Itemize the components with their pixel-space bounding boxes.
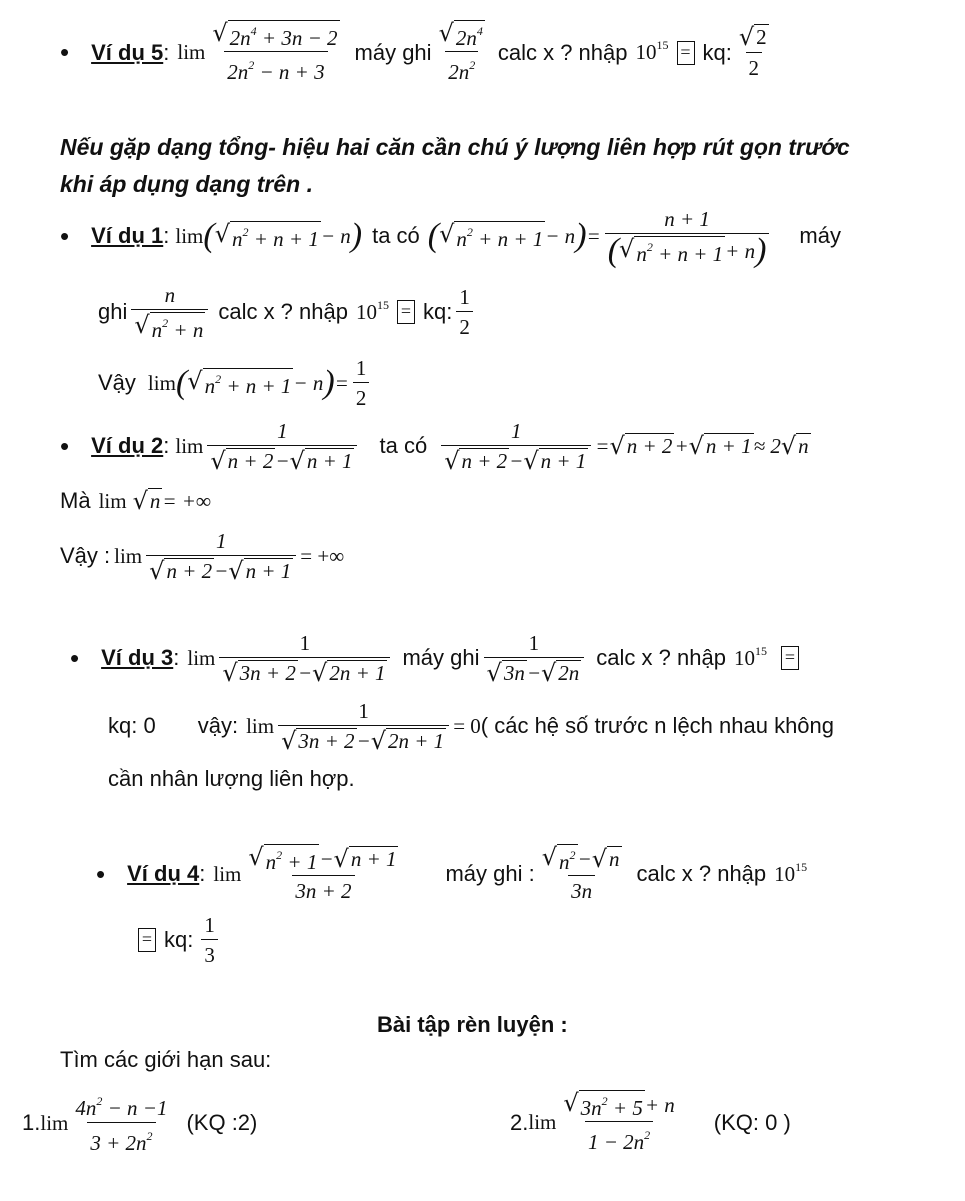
heading-line-2: khi áp dụng dạng trên . [60, 171, 313, 197]
fraction: $\frac{4n^2 - n -1}{3 + 2n^2}$ [75, 1094, 168, 1155]
equals-key-icon: = [781, 646, 799, 670]
example-4-line-2 [132, 912, 222, 968]
exercise-number: 2. [510, 1109, 529, 1135]
lim: lim [175, 223, 204, 248]
expression: ( √ $n^2 + n + 1$ − n ) = [427, 217, 601, 254]
example-3: • Ví dụ 3 : lim 1 √ 3n + 2 − √ 2n + 1 máy ghi 1 √ 3n − √ 2n calc x ? nhập $10^{15}$ = [70, 630, 807, 686]
fraction: 1 √ n + 2 − √ n + 1 [441, 418, 591, 474]
expression: ( √ $n^2 + n + 1$ − n ) = [175, 364, 349, 401]
equals-key-icon: = [138, 928, 156, 952]
bullet: • [60, 37, 70, 67]
may-ghi: máy ghi : [445, 861, 535, 886]
example-1: • Ví dụ 1 : lim ( √ $n^2 + n + 1$ − n ) ta có ( √ $n^2 + n + 1$ − n ) = n + 1 ( √ $n^2 + n + 1$ + n ) máy [60, 207, 841, 269]
may-ghi: máy ghi [354, 39, 432, 65]
fraction: √ $2n^4 + 3n - 2$ $2n^2 - n + 3$ [212, 19, 338, 84]
calc-text: calc x ? nhập [497, 39, 628, 65]
fraction: n + 1 ( √ $n^2 + n + 1$ + n ) [605, 206, 770, 266]
example-4: • Ví dụ 4 : lim √ $n^2 + 1$ − √ n + 1 3n + 2 máy ghi : √ $n^2$ − √ n 3n calc x ? nhập $10^{15}$ [96, 843, 808, 903]
result-label: kq: [702, 39, 732, 65]
example-1-conclusion [98, 355, 373, 411]
equals-key-icon: = [677, 41, 695, 65]
expression: = √ n + 2 + √ n + 1 ≈ 2 √ n [595, 432, 809, 460]
lim: lim [246, 713, 275, 738]
example-label: Ví dụ 4 [127, 861, 200, 886]
expression: √ n = +∞ [132, 487, 211, 515]
fraction: 1 √ 3n + 2 − √ 2n + 1 [278, 698, 449, 754]
fraction: √ $2n^4$ $2n^2$ [438, 19, 483, 84]
example-label: Ví dụ 3 [101, 645, 174, 670]
vay: Vậy : [60, 543, 111, 568]
ten-power: $10^{15}$ [774, 859, 808, 886]
ten-power: $10^{15}$ [355, 297, 389, 324]
result: $\frac{1}{3}$ [201, 912, 218, 968]
example-label: Ví dụ 5 [91, 39, 164, 65]
lim: lim [528, 1110, 557, 1134]
calc-text: calc x ? nhập [218, 299, 348, 324]
exercise-intro: Tìm các giới hạn sau: [60, 1047, 272, 1072]
bullet: • [96, 858, 106, 889]
ghi: ghi [98, 299, 128, 324]
ma: Mà [60, 488, 91, 513]
ta-co: ta có [372, 223, 420, 248]
example-1-line-2 [98, 282, 477, 342]
example-2-conclusion: Vậy : lim 1 √ n + 2 − √ n + 1 = +∞ [60, 529, 345, 585]
example-2: • Ví dụ 2 : lim 1 √ n + 2 − √ n + 1 ta có 1 √ n + 2 − √ n + 1 = √ n + 2 + √ n + 1 ≈ 2 √ n [60, 419, 809, 475]
bullet: • [70, 642, 80, 673]
result-label: kq: [422, 299, 453, 324]
bullet: • [60, 220, 70, 251]
fraction: √ $n^2$ − √ n 3n [541, 843, 620, 903]
example-5: • Ví dụ 5 : lim √ $2n^4 + 3n - 2$ $2n^2 - n + 3$ máy ghi √ $2n^4$ $2n^2$ calc x ? nhập $10^{15}$ = kq: √ 2 2 [60, 20, 776, 85]
example-label: Ví dụ 2 [91, 433, 164, 458]
lim: lim [187, 645, 216, 670]
may: máy [799, 223, 841, 248]
lim: lim [177, 40, 206, 64]
ta-co: ta có [379, 433, 428, 458]
example-2-ma: Mà lim √ n = +∞ [60, 487, 211, 515]
fraction: 1 √ n + 2 − √ n + 1 [146, 528, 296, 584]
answer: (KQ :2) [186, 1110, 258, 1135]
lim: lim [147, 370, 176, 395]
exercise-2 [510, 1090, 791, 1155]
result-label: kq: [164, 927, 194, 952]
example-3-line-2: kq: 0 vậy: lim 1 √ 3n + 2 − √ 2n + 1 = 0 ( các hệ số trước n lệch nhau không [108, 699, 835, 755]
note: ( các hệ số trước n lệch nhau không [480, 713, 835, 738]
vay: vậy: [197, 713, 239, 738]
equals-key-icon: = [397, 300, 415, 324]
exercise-title: Bài tập rèn luyện : [377, 1012, 568, 1037]
calc-text: calc x ? nhập [636, 861, 767, 886]
example-3-note-2: cần nhân lượng liên hợp. [108, 766, 355, 791]
fraction: 1 √ n + 2 − √ n + 1 [207, 418, 357, 474]
may-ghi: máy ghi [402, 645, 480, 670]
result: $\frac{1}{2}$ [353, 355, 370, 411]
heading-line-1: Nếu gặp dạng tổng- hiệu hai căn cần chú ý lượng liên hợp rút gọn trước [60, 134, 850, 160]
fraction: n √ $n^2 + n$ [131, 282, 208, 342]
lim: lim [40, 1110, 69, 1135]
fraction: √ $n^2 + 1$ − √ n + 1 3n + 2 [248, 843, 397, 903]
answer: (KQ: 0 ) [713, 1109, 791, 1135]
result-label: kq: 0 [108, 713, 156, 738]
ten-power: $10^{15}$ [635, 38, 669, 64]
ten-power: $10^{15}$ [733, 643, 767, 670]
exercise-1 [22, 1090, 257, 1156]
bullet: • [60, 430, 70, 461]
result: √ 2 2 [738, 23, 767, 80]
exercise-number: 1. [22, 1110, 41, 1135]
expression: ( √ $n^2 + n + 1$ − n ) [203, 217, 363, 254]
fraction: 1 √ 3n + 2 − √ 2n + 1 [219, 630, 390, 686]
result: $\frac{1}{2}$ [456, 284, 473, 340]
vay: Vậy [98, 370, 136, 395]
fraction: 1 √ 3n − √ 2n [484, 630, 585, 686]
lim: lim [175, 433, 204, 458]
calc-text: calc x ? nhập [596, 645, 726, 670]
lim: lim [213, 861, 242, 886]
example-label: Ví dụ 1 [91, 223, 164, 248]
fraction: √ $3n^2 + 5$ + n $1 - 2n^2$ [563, 1089, 675, 1154]
